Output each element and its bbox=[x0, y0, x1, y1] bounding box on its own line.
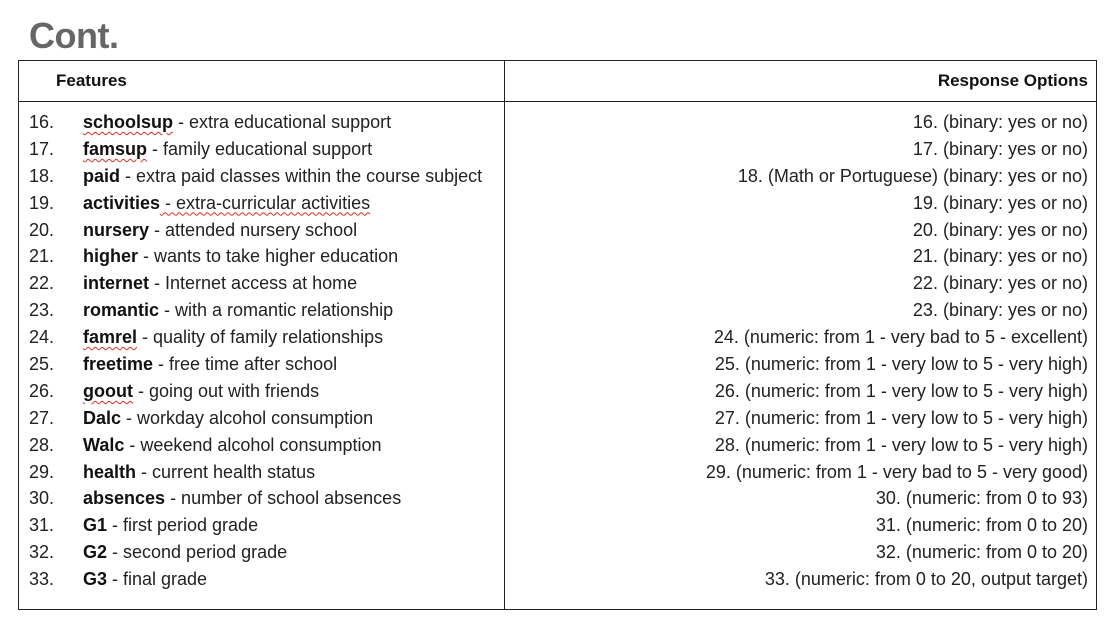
feature-name: romantic bbox=[83, 300, 160, 321]
response-option: 26. (numeric: from 1 - very low to 5 - very high) bbox=[714, 380, 1088, 401]
response-option: 17. (binary: yes or no) bbox=[912, 138, 1088, 159]
row-number: 31. bbox=[29, 515, 55, 536]
feature-row bbox=[29, 485, 499, 512]
feature-name: freetime bbox=[83, 354, 154, 375]
feature-name: schoolsup bbox=[83, 112, 174, 132]
feature-row bbox=[29, 109, 499, 136]
feature-description: - Internet access at home bbox=[149, 273, 358, 294]
response-option: 19. (binary: yes or no) bbox=[912, 192, 1088, 213]
feature-description: - extra-curricular activities bbox=[160, 192, 371, 213]
feature-description: - attended nursery school bbox=[149, 219, 358, 240]
slide-title: Cont. bbox=[29, 15, 119, 56]
row-number: 26. bbox=[29, 380, 55, 401]
feature-row bbox=[29, 459, 499, 486]
feature-name: G1 bbox=[83, 515, 108, 536]
header-features: Features bbox=[56, 71, 127, 90]
feature-row bbox=[29, 324, 499, 351]
row-number: 17. bbox=[29, 138, 55, 159]
response-option: 24. (numeric: from 1 - very bad to 5 - excellent) bbox=[713, 327, 1088, 348]
row-number: 21. bbox=[29, 246, 55, 267]
row-number: 33. bbox=[29, 569, 55, 590]
response-option: 33. (numeric: from 0 to 20, output target) bbox=[764, 569, 1088, 590]
response-option: 18. (Math or Portuguese) (binary: yes or no) bbox=[737, 165, 1088, 186]
row-number: 16. bbox=[29, 112, 55, 132]
feature-name: internet bbox=[83, 273, 150, 294]
feature-row bbox=[29, 270, 499, 297]
feature-row bbox=[29, 351, 499, 378]
row-number: 25. bbox=[29, 354, 55, 375]
response-option: 28. (numeric: from 1 - very low to 5 - very high) bbox=[714, 434, 1088, 455]
row-number: 27. bbox=[29, 407, 55, 428]
row-number: 20. bbox=[29, 219, 55, 240]
feature-name: activities bbox=[83, 192, 161, 213]
row-number: 22. bbox=[29, 273, 55, 294]
feature-name: goout bbox=[83, 380, 133, 401]
row-number: 19. bbox=[29, 192, 55, 213]
feature-row bbox=[29, 243, 499, 270]
response-option: 31. (numeric: from 0 to 20) bbox=[875, 515, 1088, 536]
row-number: 24. bbox=[29, 327, 55, 348]
response-option: 16. (binary: yes or no) bbox=[912, 112, 1088, 132]
row-number: 30. bbox=[29, 488, 55, 509]
feature-description: - final grade bbox=[107, 569, 208, 590]
row-number: 23. bbox=[29, 300, 55, 321]
feature-description: - current health status bbox=[136, 461, 316, 482]
response-option: 30. (numeric: from 0 to 93) bbox=[875, 488, 1088, 509]
row-number: 32. bbox=[29, 542, 55, 563]
features-table bbox=[18, 60, 1097, 610]
feature-name: famrel bbox=[83, 327, 138, 348]
feature-description: - workday alcohol consumption bbox=[121, 407, 374, 428]
feature-name: G2 bbox=[83, 542, 108, 563]
response-option: 32. (numeric: from 0 to 20) bbox=[875, 542, 1088, 563]
feature-description: - family educational support bbox=[147, 138, 373, 159]
response-option: 23. (binary: yes or no) bbox=[912, 300, 1088, 321]
feature-description: - extra educational support bbox=[173, 112, 392, 132]
feature-description: - second period grade bbox=[107, 542, 288, 563]
response-option: 29. (numeric: from 1 - very bad to 5 - very good) bbox=[705, 461, 1088, 482]
feature-name: famsup bbox=[83, 138, 148, 159]
feature-description: - going out with friends bbox=[132, 380, 320, 401]
row-number: 18. bbox=[29, 165, 55, 186]
feature-description: - wants to take higher education bbox=[138, 246, 399, 267]
feature-name: nursery bbox=[83, 219, 150, 240]
row-number: 28. bbox=[29, 434, 55, 455]
feature-description: - number of school absences bbox=[165, 488, 402, 509]
feature-description: - extra paid classes within the course subject bbox=[120, 165, 483, 186]
feature-description: - free time after school bbox=[153, 354, 338, 375]
feature-row bbox=[29, 217, 499, 244]
feature-name: Walc bbox=[83, 434, 125, 455]
feature-row bbox=[29, 512, 499, 539]
header-divider bbox=[19, 101, 1096, 102]
feature-description: - first period grade bbox=[107, 515, 259, 536]
response-option: 21. (binary: yes or no) bbox=[912, 246, 1088, 267]
response-options-column bbox=[509, 109, 1088, 593]
feature-name: G3 bbox=[83, 569, 108, 590]
feature-description: - weekend alcohol consumption bbox=[124, 434, 382, 455]
feature-name: higher bbox=[83, 246, 139, 267]
feature-description: - quality of family relationships bbox=[137, 327, 384, 348]
features-column bbox=[29, 109, 499, 593]
feature-row bbox=[29, 566, 499, 593]
feature-row bbox=[29, 136, 499, 163]
header-response-options: Response Options bbox=[937, 71, 1088, 90]
response-option: 22. (binary: yes or no) bbox=[912, 273, 1088, 294]
feature-name: absences bbox=[83, 488, 166, 509]
feature-row bbox=[29, 378, 499, 405]
response-option: 27. (numeric: from 1 - very low to 5 - very high) bbox=[714, 407, 1088, 428]
feature-row bbox=[29, 190, 499, 217]
feature-name: paid bbox=[83, 165, 121, 186]
response-option: 25. (numeric: from 1 - very low to 5 - very high) bbox=[714, 354, 1088, 375]
feature-name: Dalc bbox=[83, 407, 122, 428]
feature-name: health bbox=[83, 461, 137, 482]
feature-row bbox=[29, 163, 499, 190]
feature-row bbox=[29, 297, 499, 324]
feature-row bbox=[29, 405, 499, 432]
column-divider bbox=[504, 61, 505, 609]
feature-row bbox=[29, 432, 499, 459]
row-number: 29. bbox=[29, 461, 55, 482]
response-option: 20. (binary: yes or no) bbox=[912, 219, 1088, 240]
feature-row bbox=[29, 539, 499, 566]
feature-description: - with a romantic relationship bbox=[159, 300, 394, 321]
